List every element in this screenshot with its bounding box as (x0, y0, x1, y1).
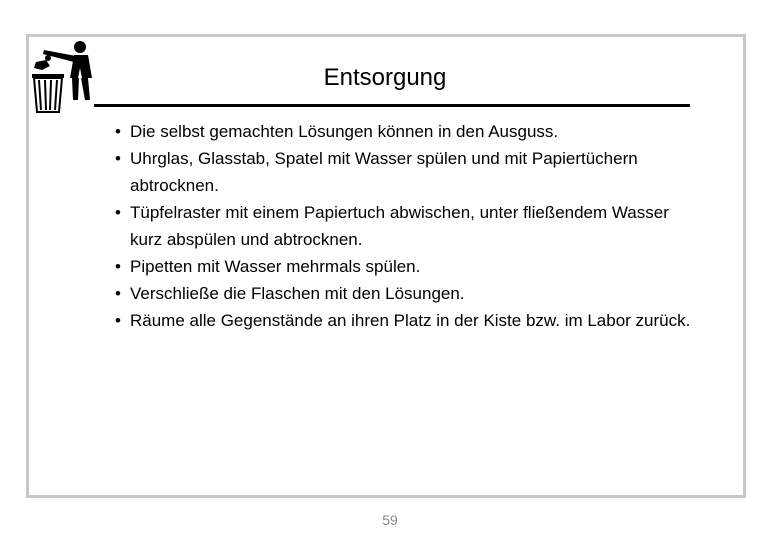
list-item: • Pipetten mit Wasser mehrmals spülen. (114, 253, 694, 280)
list-item: • Verschließe die Flaschen mit den Lösungen. (114, 280, 694, 307)
list-item: • Tüpfelraster mit einem Papiertuch abwischen, unter fließendem Wasser kurz abspülen und abtrocknen. (114, 199, 694, 253)
list-item: • Die selbst gemachten Lösungen können in den Ausguss. (114, 118, 694, 145)
list-item: • Uhrglas, Glasstab, Spatel mit Wasser spülen und mit Papiertüchern abtrocknen. (114, 145, 694, 199)
trash-disposal-icon (30, 40, 100, 114)
slide-title: Entsorgung (323, 64, 447, 91)
title-underline (94, 104, 690, 107)
page-number: 59 (382, 512, 398, 528)
bullet-list (114, 118, 694, 334)
list-item: • Räume alle Gegenstände an ihren Platz in der Kiste bzw. im Labor zurück. (114, 307, 694, 334)
